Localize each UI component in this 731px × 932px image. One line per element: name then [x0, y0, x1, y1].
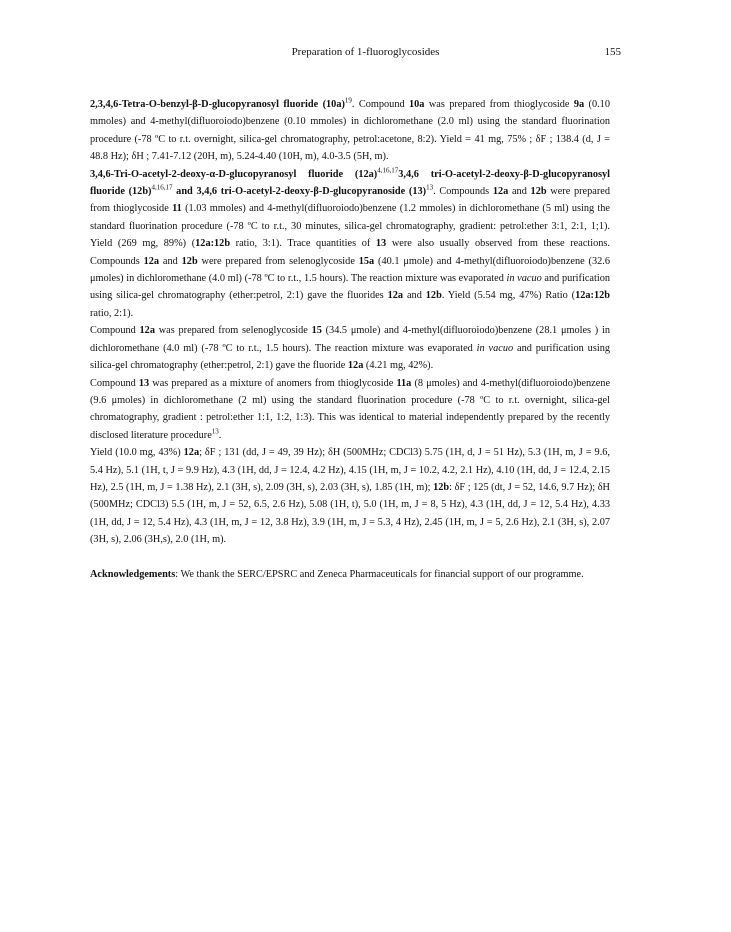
acknowledgements-paragraph: [90, 566, 610, 583]
compound-heading: 3,4,6-Tri-O-acetyl-2-deoxy-α-D-glucopyranosyl fluoride (12a): [90, 168, 378, 180]
paragraph-nmr-data: Yield (10.0 mg, 43%) 12a; δF ; 131 (dd, J = 49, 39 Hz); δH (500MHz; CDCl3) 5.75 (1H, d, J = 51 Hz), 5.3 (1H, m, J = 9.6, 5.4 Hz), 5.1 (1H, t, J = 9.9 Hz), 4.3 (1H, dd, J = 12.4, 4.2 Hz), 4.15 (1H, m, J = 10.2, 4.2, 2.1 Hz), 4.10 (1H, dd, J = 12.4, 2.15 Hz), 2.5 (1H, m, J = 1.38 Hz), 2.1 (3H, s), 2.09 (3H, s), 2.03 (3H, s), 1.85 (1H, m); 12b: δF ; 125 (dt, J = 52, 14.6, 9.7 Hz); δH (500MHz; CDCl3) 5.5 (1H, m, J = 52, 6.5, 2.6 Hz), 5.08 (1H, t), 5.0 (1H, m, J = 8, 5 Hz), 4.3 (1H, dd, J = 12, 5.4 Hz), 4.33 (1H, dd, J = 12, 5.4 Hz), 4.3 (1H, m, J = 12, 3.8 Hz), 3.9 (1H, m, J = 5.3, 4 Hz), 2.45 (1H, m, J = 5, 2.6 Hz), 2.1 (3H, s), 2.07 (3H, s), 2.06 (3H,s), 2.0 (1H, m).: [90, 447, 610, 546]
compound-heading: 3,4,6 tri-O-acetyl-2-deoxy-β-D-glucopyranoside (13): [196, 186, 427, 198]
compound-id: 15a: [358, 255, 375, 267]
compound-id: 12b: [425, 290, 442, 302]
compound-id: 10a: [409, 99, 425, 110]
compound-id: 12a: [183, 447, 200, 459]
compound-id: 12a:12b: [195, 238, 231, 250]
compound-id: 9a: [573, 99, 585, 110]
reference-superscript: 19: [344, 96, 352, 105]
italic-phrase: in vacuo: [476, 342, 514, 354]
page-number: 155: [604, 46, 621, 58]
paragraph-compound-10a: 2,3,4,6-Tetra-O-benzyl-β-D-glucopyranosyl fluoride $(10a)^{19}$. Compound 10a was prepared from thioglycoside 9a (0.10 mmoles) and 4-methyl(difluoroiodo)benzene (0.10 mmoles) in dichloromethane (2.0 ml) using the standard fluorination procedure (-78 ºC to r.t. overnight, silica-gel chromatography, petrol:acetone, 8:2). Yield = 41 mg, 75% ; δF ; 138.4 (d, J = 48.8 Hz); δH ; 7.41-7.12 (20H, m), 5.24-4.40 (10H, m), 4.0-3.5 (5H, m).: [90, 96, 610, 163]
reference-superscript: 13: [211, 427, 219, 436]
compound-id: 13: [138, 377, 150, 389]
compound-id: 12b: [181, 255, 198, 267]
reference-superscript: 4,16,17: [377, 166, 399, 175]
running-head: [0, 46, 731, 62]
compound-id: 12a: [347, 360, 364, 372]
italic-phrase: in vacuo: [506, 273, 542, 285]
compound-id: 12b: [530, 186, 547, 198]
compound-id: 11: [172, 203, 182, 215]
compound-id: 12b: [433, 481, 450, 493]
compound-heading: 3,4,6 tri-O-acetyl-2-deoxy-β-D-glucopyranosyl fluoride (12b): [90, 168, 611, 198]
acknowledgements-label: Acknowledgements: [90, 568, 176, 580]
paragraph-compounds-12a-12b-13: 3,4,6-Tri-O-acetyl-2-deoxy-α-D-glucopyranosyl fluoride $(12a)^{4,16,17}3,4,6$ tri-O-acetyl-2-deoxy-β-D-glucopyranosyl fluoride $(12b)^{4,16,17}$ and 3,4,6 tri-O-acetyl-2-deoxy-β-D-glucopyranoside $(13)^{13}$. Compounds 12a and 12b were prepared from thioglycoside 11 (1.03 mmoles) and 4-methyl(difluoroiodo)benzene (1.2 mmoles) in dichloromethane (5 ml) using the standard fluorination procedure (-78 ºC to r.t., 30 minutes, silica-gel chromatography, gradient: petrol:ether 3:1, 2:1, 1;1). Yield (269 mg, 89%) (12a:12b ratio, 3:1). Trace quantities of 13 were also usually observed from these reactions. Compounds 12a and 12b were prepared from selenoglycoside 15a (40.1 μmole) and 4-methyl(difluoroiodo)benzene (32.6 μmoles) in dichloromethane (4.0 ml) (-78 ºC to r.t., 1.5 hours). The reaction mixture was evaporated in vacuo and purification using silica-gel chromatography (ether:petrol, 2:1) gave the fluorides 12a and 12b. Yield (5.54 mg, 47%) Ratio (12a:12b ratio, 2:1).: [90, 166, 611, 319]
body-text: [90, 96, 610, 583]
reference-superscript: 4,16,17: [151, 183, 173, 192]
compound-id: 12a: [387, 290, 404, 302]
compound-id: 13: [375, 238, 387, 250]
compound-heading: 2,3,4,6-Tetra-O-benzyl-β-D-glucopyranosyl fluoride (10a): [90, 99, 345, 110]
paragraph-compound-13: Compound 13 was prepared as a mixture of anomers from thioglycoside 11a (8 μmoles) and 4-methyl(difluoroiodo)benzene (9.6 μmoles) in dichloromethane (2 ml) using the standard fluorination procedure (-78 ºC to r.t. overnight, silica-gel chromatography, gradient : petrol:ether 1:1, 1:2, 1:3). This was identical to material independently prepared by the recently disclosed literature procedure$^{13}$.: [90, 377, 611, 441]
paragraph-compound-12a: Compound 12a was prepared from selenoglycoside 15 (34.5 μmole) and 4-methyl(difluoroiodo)benzene (28.1 μmoles ) in dichloromethane (4.0 ml) (-78 ºC to r.t., 1.5 hours). The reaction mixture was evaporated in vacuo and purification using silica-gel chromatography (ether:petrol, 2:1) gave the fluoride 12a (4.21 mg, 42%).: [90, 325, 611, 372]
compound-id: 12a: [143, 255, 160, 267]
reference-superscript: 13: [426, 183, 434, 192]
running-title: Preparation of 1-fluoroglycosides: [291, 46, 440, 58]
acknowledgements-text: : We thank the SERC/EPSRC and Zeneca Pharmaceuticals for financial support of our programme.: [175, 568, 584, 580]
compound-id: 12a:12b: [575, 290, 610, 302]
compound-id: 12a: [492, 186, 509, 198]
compound-id: 12a: [139, 325, 155, 337]
compound-id: 11a: [396, 377, 412, 389]
compound-id: 15: [311, 325, 322, 337]
